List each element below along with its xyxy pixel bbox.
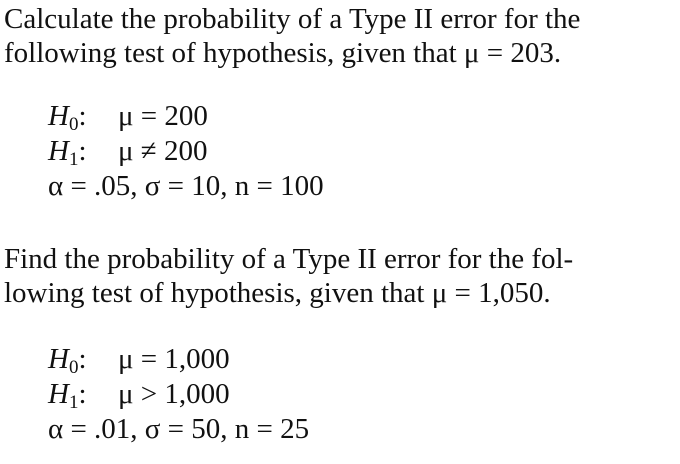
problem2-line2: lowing test of hypothesis, given that μ = 1,050. — [4, 277, 551, 309]
problem2-parameters: α = .01, σ = 50, n = 25 — [48, 413, 310, 445]
problem1-parameters: α = .05, σ = 10, n = 100 — [48, 170, 324, 202]
problem2-alt-hypothesis — [48, 377, 309, 412]
h1-statement: μ ≠ 200 — [118, 135, 208, 167]
problem1-statement — [4, 2, 676, 70]
problem2-hypotheses — [48, 342, 309, 447]
problem1-hypotheses — [48, 99, 324, 204]
h1-label: $H_1$: — [48, 135, 87, 170]
problem2-statement — [4, 242, 676, 310]
h0-statement: μ = 1,000 — [118, 343, 230, 375]
problem1-line2: following test of hypothesis, given that μ = 203. — [4, 37, 562, 69]
h1-label: $H_1$: — [48, 378, 87, 413]
h0-label: $H_0$: — [48, 100, 87, 135]
problem2-null-hypothesis — [48, 342, 309, 377]
h1-statement: μ > 1,000 — [118, 378, 230, 410]
problem2-line1: Find the probability of a Type II error for the fol- — [4, 243, 574, 275]
h0-statement: μ = 200 — [118, 100, 208, 132]
h0-label: $H_0$: — [48, 343, 87, 378]
problem1-alt-hypothesis — [48, 134, 324, 169]
problem1-line1: Calculate the probability of a Type II error for the — [4, 3, 581, 35]
problem1-null-hypothesis — [48, 99, 324, 134]
